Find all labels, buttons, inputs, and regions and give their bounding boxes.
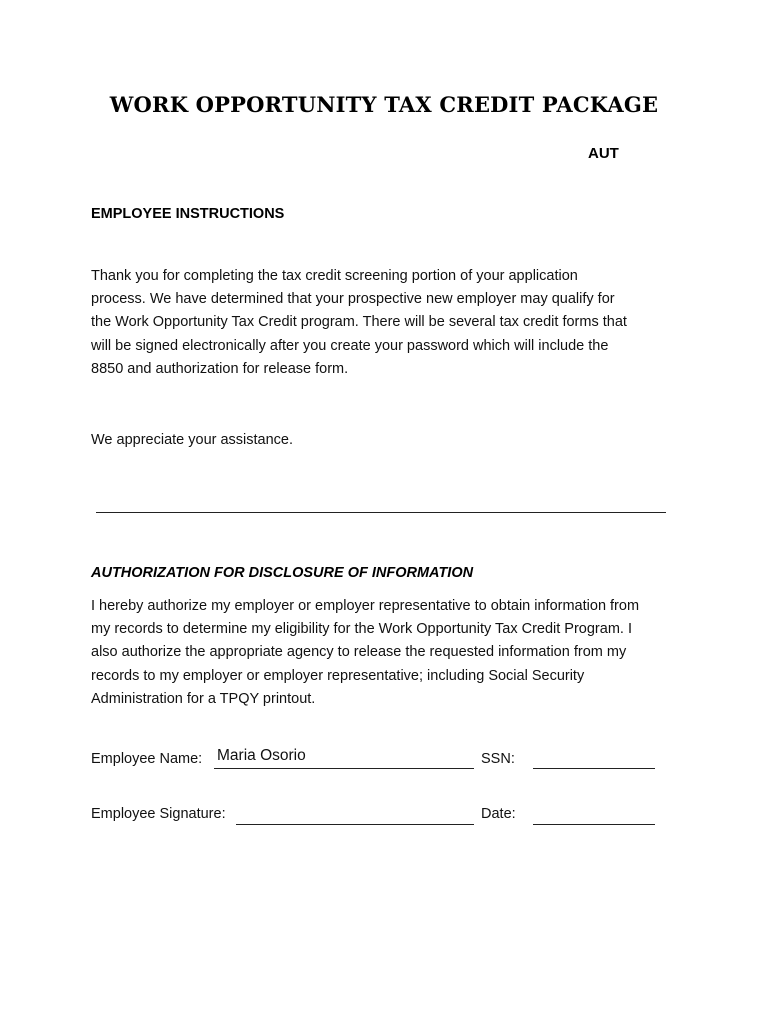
paragraph-line: records to my employer or employer representative; including Social Security	[91, 667, 585, 684]
form-code: AUT	[588, 145, 619, 162]
instructions-paragraph	[91, 265, 666, 381]
employee-signature-underline	[236, 824, 474, 825]
authorization-heading: AUTHORIZATION FOR DISCLOSURE OF INFORMATION	[91, 565, 474, 581]
paragraph-line: Administration for a TPQY printout.	[91, 690, 316, 707]
paragraph-line: will be signed electronically after you create your password which will include the	[91, 337, 609, 354]
ssn-underline	[533, 768, 655, 769]
authorization-paragraph	[91, 595, 666, 711]
employee-name-field[interactable]: Maria Osorio	[217, 747, 306, 764]
ssn-label: SSN:	[481, 751, 515, 767]
closing-text	[91, 429, 666, 452]
document-title: WORK OPPORTUNITY TAX CREDIT PACKAGE	[109, 92, 659, 117]
employee-instructions-heading: EMPLOYEE INSTRUCTIONS	[91, 206, 285, 222]
paragraph-line: I hereby authorize my employer or employer representative to obtain information from	[91, 598, 640, 614]
paragraph-line: also authorize the appropriate agency to release the requested information from my	[91, 644, 627, 661]
paragraph-line: my records to determine my eligibility for the Work Opportunity Tax Credit Program. I	[91, 621, 632, 638]
closing-line: We appreciate your assistance.	[91, 432, 294, 448]
date-underline	[533, 824, 655, 825]
paragraph-line: 8850 and authorization for release form.	[91, 360, 349, 377]
employee-signature-label: Employee Signature:	[91, 806, 226, 822]
paragraph-line: Thank you for completing the tax credit screening portion of your application	[91, 268, 578, 284]
employee-name-underline	[214, 768, 474, 769]
paragraph-line: process. We have determined that your prospective new employer may qualify for	[91, 291, 615, 308]
date-label: Date:	[481, 806, 516, 822]
paragraph-line: the Work Opportunity Tax Credit program. There will be several tax credit forms that	[91, 314, 627, 331]
employee-name-label: Employee Name:	[91, 751, 203, 767]
section-divider	[96, 512, 666, 513]
